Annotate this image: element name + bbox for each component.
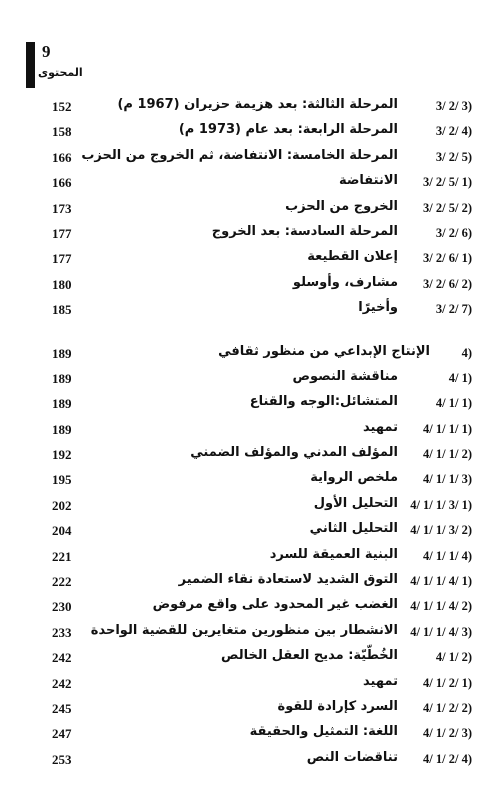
toc-group-4 [0,342,500,774]
toc-title: التحليل الثاني [309,521,398,537]
toc-entry [0,273,500,298]
toc-entry [0,646,500,671]
toc-entry [0,418,500,443]
toc-page-number: 173 [52,200,72,216]
toc-page-number: 158 [52,124,72,140]
toc-section-number: 4/ 1/ 2) [435,650,472,665]
toc-entry [0,443,500,468]
toc-entry [0,697,500,722]
toc-page-number: 185 [52,302,72,318]
toc-page-number: 230 [52,599,72,615]
toc-section-number: 4/ 1/ 1/ 4/ 3) [410,624,472,639]
toc-entry [0,342,500,367]
toc-title: السرد كإرادة للقوة [277,698,398,714]
toc-title: وأخيرًا [358,300,398,316]
toc-title: الغضب غير المحدود على واقع مرفوض [152,597,398,613]
toc-title: اللغة: التمثيل والحقيقة [249,724,398,740]
toc-entry [0,120,500,145]
toc-title: مشارف، وأوسلو [292,274,398,290]
toc-section-number: 4/ 1/ 1/ 4/ 1) [410,574,472,589]
toc-page-number: 192 [52,447,72,463]
toc-entry [0,468,500,493]
toc-section-number: 4/ 1/ 1/ 4) [423,548,472,563]
toc-title: تمهيد [363,673,398,689]
toc-page-number: 242 [52,650,72,666]
toc-title: المؤلف المدني والمؤلف الضمني [190,445,398,461]
toc-page-number: 222 [52,574,72,590]
toc-entry [0,197,500,222]
toc-page-number: 247 [52,726,72,742]
toc-entry [0,392,500,417]
toc-title: ملخص الرواية [310,470,398,486]
toc-page-number: 195 [52,472,72,488]
toc-section-number: 4) [461,345,472,360]
toc-page-number: 177 [52,251,72,267]
table-of-contents [0,95,500,773]
toc-section-number: 3/ 2/ 6) [435,225,472,240]
toc-page-number: 253 [52,751,72,767]
toc-title: الانشطار بين منظورين متغايرين للقضية الواحدة [90,622,398,638]
toc-title: المتشائل:الوجه والقناع [249,394,398,410]
toc-section-number: 4/ 1/ 1/ 1) [423,421,472,436]
toc-entry [0,621,500,646]
toc-section-number: 3/ 2/ 5) [435,149,472,164]
toc-title: المرحلة السادسة: بعد الخروج [211,223,398,239]
toc-section-number: 4/ 1/ 2/ 4) [423,751,472,766]
toc-entry [0,247,500,272]
toc-page-number: 152 [52,99,72,114]
toc-section-number: 3/ 2/ 6/ 2) [423,276,472,291]
toc-section-number: 3/ 2/ 5/ 2) [423,200,472,215]
toc-section-number: 3/ 2/ 5/ 1) [423,175,472,190]
toc-title: التوق الشديد لاستعادة نقاء الضمير [178,572,398,588]
toc-title: البنية العميقة للسرد [269,546,398,562]
toc-page-number: 166 [52,149,72,165]
toc-section-number: 4/ 1/ 1/ 2) [423,447,472,462]
toc-page-number: 233 [52,624,72,640]
toc-entry [0,367,500,392]
toc-page-number: 245 [52,700,72,716]
toc-page-number: 189 [52,396,72,412]
toc-section-number: 4/ 1/ 1/ 4/ 2) [410,599,472,614]
toc-entry [0,672,500,697]
toc-entry [0,519,500,544]
toc-page-number: 180 [52,276,72,292]
toc-entry [0,298,500,323]
toc-section-number: 3/ 2/ 4) [435,124,472,139]
toc-page-number: 189 [52,421,72,437]
toc-section-number: 3/ 2/ 6/ 1) [423,251,472,266]
toc-title: المرحلة الرابعة: بعد عام (1973 م) [178,122,398,138]
running-header: المحتوى [38,66,83,79]
toc-entry [0,95,500,120]
toc-entry [0,722,500,747]
toc-entry [0,222,500,247]
toc-title: المرحلة الثالثة: بعد هزيمة حزيران (1967 م) [117,97,398,112]
toc-page-number: 221 [52,548,72,564]
toc-title: الانتفاضة [338,173,398,189]
toc-title: تناقضات النص [306,749,398,765]
toc-title: الخروج من الحزب [285,198,398,214]
toc-title: تمهيد [363,419,398,435]
page-number: 9 [42,42,51,61]
toc-section-number: 4/ 1/ 1/ 3/ 2) [410,523,472,538]
toc-group-3 [0,95,500,324]
toc-section-number: 4/ 1/ 2/ 1) [423,675,472,690]
toc-section-number: 4/ 1/ 2/ 2) [423,700,472,715]
toc-title: الإنتاج الإبداعي من منظور ثقافي [218,343,430,359]
toc-section-number: 4/ 1/ 1) [435,396,472,411]
section-gap [0,324,500,342]
toc-entry [0,146,500,171]
toc-page-number: 189 [52,345,72,361]
toc-section-number: 3/ 2/ 3) [435,99,472,113]
toc-page-number: 242 [52,675,72,691]
toc-section-number: 4/ 1/ 1/ 3) [423,472,472,487]
toc-section-number: 3/ 2/ 7) [435,302,472,317]
toc-page-number: 202 [52,497,72,513]
toc-section-number: 4/ 1/ 1/ 3/ 1) [410,497,472,512]
toc-section-number: 4/ 1) [448,370,472,385]
toc-page-number: 204 [52,523,72,539]
toc-entry [0,570,500,595]
toc-entry [0,494,500,519]
header-bar [26,42,35,88]
toc-entry [0,545,500,570]
toc-title: الخُطّيّة: مديح العقل الخالص [221,648,398,664]
toc-page-number: 189 [52,370,72,386]
toc-entry [0,748,500,773]
toc-title: المرحلة الخامسة: الانتفاضة، ثم الخروج من الحزب [81,147,398,163]
toc-title: مناقشة النصوص [292,368,398,384]
toc-title: التحليل الأول [313,495,398,511]
toc-page-number: 177 [52,225,72,241]
toc-entry [0,171,500,196]
toc-section-number: 4/ 1/ 2/ 3) [423,726,472,741]
toc-title: إعلان القطيعة [307,249,398,265]
toc-entry [0,595,500,620]
toc-page-number: 166 [52,175,72,191]
